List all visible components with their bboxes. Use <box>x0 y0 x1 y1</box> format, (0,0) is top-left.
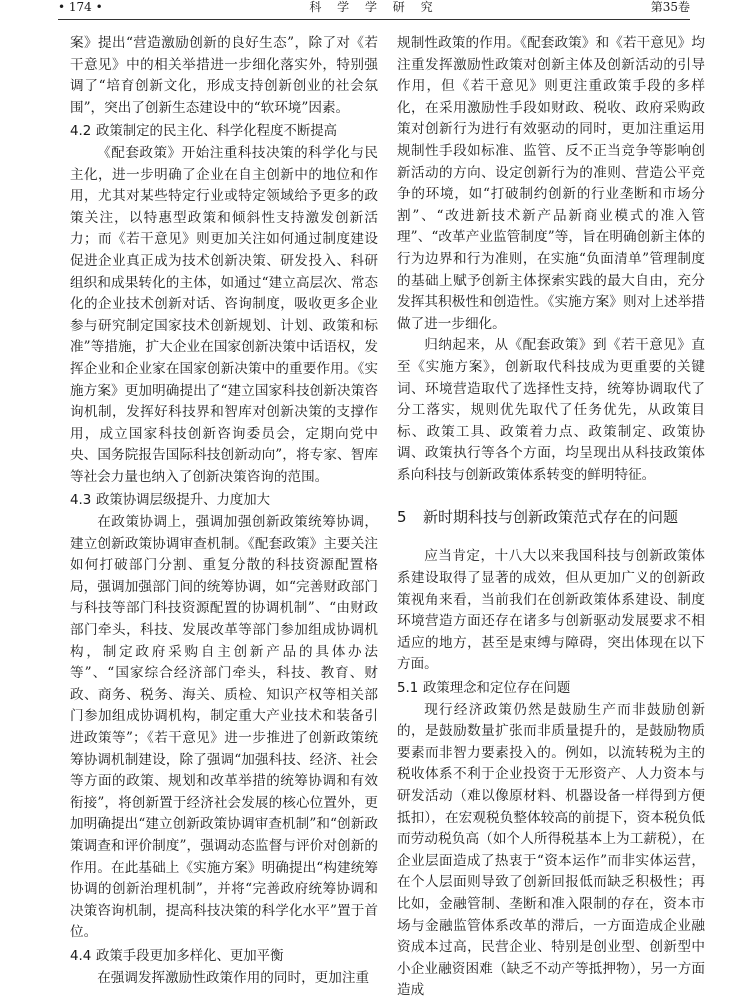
paragraph: 应当肯定，十八大以来我国科技与创新政策体系建设取得了显著的成效，但从更加广义的创新政策视角来看，当前我们在创新政策体系建设、制度环境营造方面还存在诸多与创新驱动发展要求不相适应的地方，甚至是束缚与障碍，突出体现在以下方面。 <box>397 548 705 673</box>
paragraph: 《配套政策》开始注重科技决策的科学化与民主化，进一步明确了企业在自主创新中的地位和作用，尤其对某些特定行业或特定领域给予更多的政策关注，以特惠型政策和倾斜性支持激发创新活力；而《若干意见》则更加关注如何通过制度建设促进企业真正成为技术创新决策、研发投入、科研组织和成果转化的主体，如通过“建立高层次、常态化的企业技术创新对话、咨询制度，吸收更多企业参与研究制定国家技术创新规划、计划、政策和标准”等措施，扩大企业在国家创新决策中话语权，发挥企业和企业家在国家创新决策中的重要作用。《实施方案》更加明确提出了“建立国家科技创新决策咨询机制，发挥好科技界和智库对创新决策的支撑作用，成立国家科技创新咨询委员会，定期向党中央、国务院报告国际科技创新动向”，将专家、智库等社会力量也纳入了创新决策咨询的范围。 <box>70 144 378 485</box>
subsection-heading-5-1 <box>397 678 705 700</box>
page-number: • 174 • <box>58 0 103 14</box>
paragraph: 现行经济政策仍然是鼓励生产而非鼓励创新的，是鼓励数量扩张而非质量提升的，是鼓励物质要素而非智力要素投入的。例如，以流转税为主的税收体系不利于企业投资于无形资产、人力资本与研发活动（难以像原材料、机器设备一样得到方便抵扣），在宏观税负整体较高的前提下，资本税负低而劳动税负高（如个人所得税基本上为工薪税），在企业层面造成了热衷于“资本运作”而非实体运营，在个人层面则导致了创新回报低而缺乏积极性；再比如，金融管制、垄断和准入限制的存在，资本市场与金融监管体系改革的滞后，一方面造成企业融资成本过高，民营企业、特别是创业型、创新型中小企业融资困难（缺乏不动产等抵押物），另一方面造成 <box>397 701 705 999</box>
right-column <box>397 33 705 1002</box>
paragraph: 在强调发挥激励性政策作用的同时，更加注重 <box>97 969 370 986</box>
subsection-number: 4.3 <box>70 493 92 509</box>
subsection-heading-4-2 <box>70 121 378 143</box>
subsection-title: 政策手段更加多样化、更加平衡 <box>96 948 284 964</box>
paragraph: 归纳起来，从《配套政策》到《若干意见》直至《实施方案》，创新取代科技成为更重要的关键词、环境营造取代了选择性支持，统筹协调取代了分工落实，规则优先取代了任务优先，从政策目标、政策工具、政策着力点、政策制定、政策协调、政策执行等各个方面，均呈现出从科技政策体系向科技与创新政策体系转变的鲜明特征。 <box>397 337 705 483</box>
subsection-number: 4.2 <box>70 124 92 140</box>
subsection-title: 政策理念和定位存在问题 <box>423 681 571 697</box>
subsection-heading-4-3 <box>70 490 378 512</box>
left-column <box>70 33 378 989</box>
paragraph-continued: 案》提出“营造激励创新的良好生态”，除了对《若干意见》中的相关举措进一步细化落实外，特别强调了“培育创新文化，形成支持创新创业的社会氛围”，突出了创新生态建设中的“软环境”因素。 <box>70 35 378 116</box>
section-title: 新时期科技与创新政策范式存在的问题 <box>423 508 679 527</box>
subsection-title: 政策制定的民主化、科学化程度不断提高 <box>96 124 338 140</box>
paragraph: 在政策协调上，强调加强创新政策统筹协调，建立创新政策协调审查机制。《配套政策》主要关注如何打破部门分割、重复分散的科技资源配置格局，强调加强部门间的统筹协调，如“完善财政部门与科技等部门科技资源配置的协调机制”、“由财政部门牵头，科技、发展改革等部门参加组成协调机构，制定政府采购自主创新产品的具体办法等”、“国家综合经济部门牵头，科技、教育、财政、商务、税务、海关、质检、知识产权等相关部门参加组成协调机构，制定重大产业技术和装备引进政策等”；《若干意见》进一步推进了创新政策统筹协调机制建设，除了强调“加强科技、经济、社会等方面的政策、规划和改革举措的统筹协调和有效衔接”，将创新置于经济社会发展的核心位置外，更加明确提出“建立创新政策协调审查机制”和“创新政策调查和评价制度”，强调动态监督与评价对创新的作用。在此基础上《实施方案》明确提出“构建统筹协调的创新治理机制”，并将“完善政府统筹协调和决策咨询机制，提高科技决策的科学化水平”置于首位。 <box>70 514 378 941</box>
subsection-title: 政策协调层级提升、力度加大 <box>96 493 271 509</box>
paragraph-continued: 规制性政策的作用。《配套政策》和《若干意见》均注重发挥激励性政策对创新主体及创新活动的引导作用，但《若干意见》则更注重政策手段的多样化，在采用激励性手段如财政、税收、政府采购政策对创新行为进行有效驱动的同时，更加注重运用规制性手段如标准、监管、反不正当竞争等影响创新活动的方向、设定创新行为的准则、营造公平竞争的环境，如“打破制约创新的行业垄断和市场分割”、“改进新技术新产品新商业模式的准入管理”、“改革产业监管制度”等，旨在明确创新主体的行为边界和行为准则，在实施“负面清单”管理制度的基础上赋予创新主体探索实践的最大自由，充分发挥其积极性和创造性。《实施方案》则对上述举措做了进一步细化。 <box>397 35 705 332</box>
section-number: 5 <box>397 508 407 527</box>
subsection-number: 5.1 <box>397 681 419 697</box>
subsection-heading-4-4 <box>70 946 378 968</box>
section-heading-5 <box>397 506 705 528</box>
running-header <box>58 0 690 20</box>
subsection-number: 4.4 <box>70 948 92 964</box>
volume-label: 第35卷 <box>650 0 690 14</box>
journal-title: 科 学 学 研 究 <box>309 0 439 14</box>
